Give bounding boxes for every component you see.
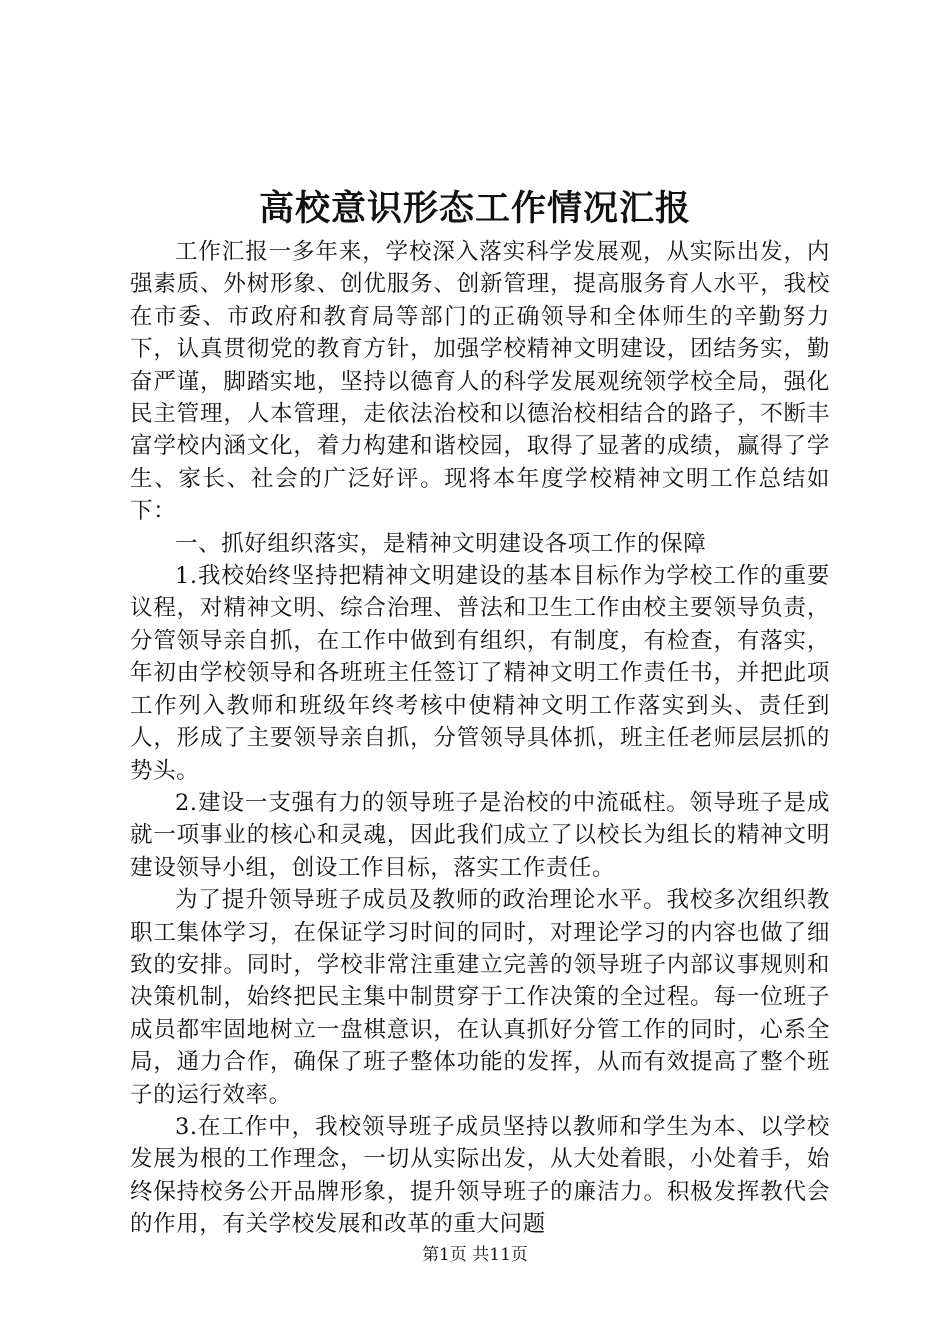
document-title: 高校意识形态工作情况汇报: [258, 188, 691, 229]
page-number-footer: 第1页 共11页: [422, 1245, 528, 1265]
paragraph-leadership: 为了提升领导班子成员及教师的政治理论水平。我校多次组织教职工集体学习，在保证学习时间的同时，对理论学习的内容也做了细致的安排。同时，学校非常注重建立完善的领导班子内部议事规则和决策机制，始终把民主集中制贯穿于工作决策的全过程。每一位班子成员都牢固地树立一盘棋意识，在认真抓好分管工作的同时，心系全局，通力合作，确保了班子整体功能的发挥，从而有效提高了整个班子的运行效率。: [130, 887, 830, 1108]
paragraph-item-3: 3.在工作中，我校领导班子成员坚持以教师和学生为本、以学校发展为根的工作理念，一切从实际出发，从大处着眼，小处着手，始终保持校务公开品牌形象，提升领导班子的廉洁力。积极发挥教代会的作用，有关学校发展和改革的重大问题: [130, 1113, 830, 1238]
paragraph-intro: 工作汇报一多年来，学校深入落实科学发展观，从实际出发，内强素质、外树形象、创优服务、创新管理，提高服务育人水平，我校在市委、市政府和教育局等部门的正确领导和全体师生的辛勤努力下，认真贯彻党的教育方针，加强学校精神文明建设，团结务实，勤奋严谨，脚踏实地，坚持以德育人的科学发展观统领学校全局，强化民主管理，人本管理，走依法治校和以德治校相结合的路子，不断丰富学校内涵文化，着力构建和谐校园，取得了显著的成绩，赢得了学生、家长、社会的广泛好评。现将本年度学校精神文明工作总结如下：: [130, 239, 830, 525]
section-heading-1: 一、抓好组织落实，是精神文明建设各项工作的保障: [175, 530, 707, 557]
paragraph-item-1: 1.我校始终坚持把精神文明建设的基本目标作为学校工作的重要议程，对精神文明、综合治理、普法和卫生工作由校主要领导负责，分管领导亲自抓，在工作中做到有组织，有制度，有检查，有落实，年初由学校领导和各班班主任签订了精神文明工作责任书，并把此项工作列入教师和班级年终考核中使精神文明工作落实到头、责任到人，形成了主要领导亲自抓，分管领导具体抓，班主任老师层层抓的势头。: [130, 563, 830, 784]
paragraph-item-2: 2.建设一支强有力的领导班子是治校的中流砥柱。领导班子是成就一项事业的核心和灵魂，因此我们成立了以校长为组长的精神文明建设领导小组，创设工作目标，落实工作责任。: [130, 789, 830, 881]
document-body: [130, 236, 830, 1241]
